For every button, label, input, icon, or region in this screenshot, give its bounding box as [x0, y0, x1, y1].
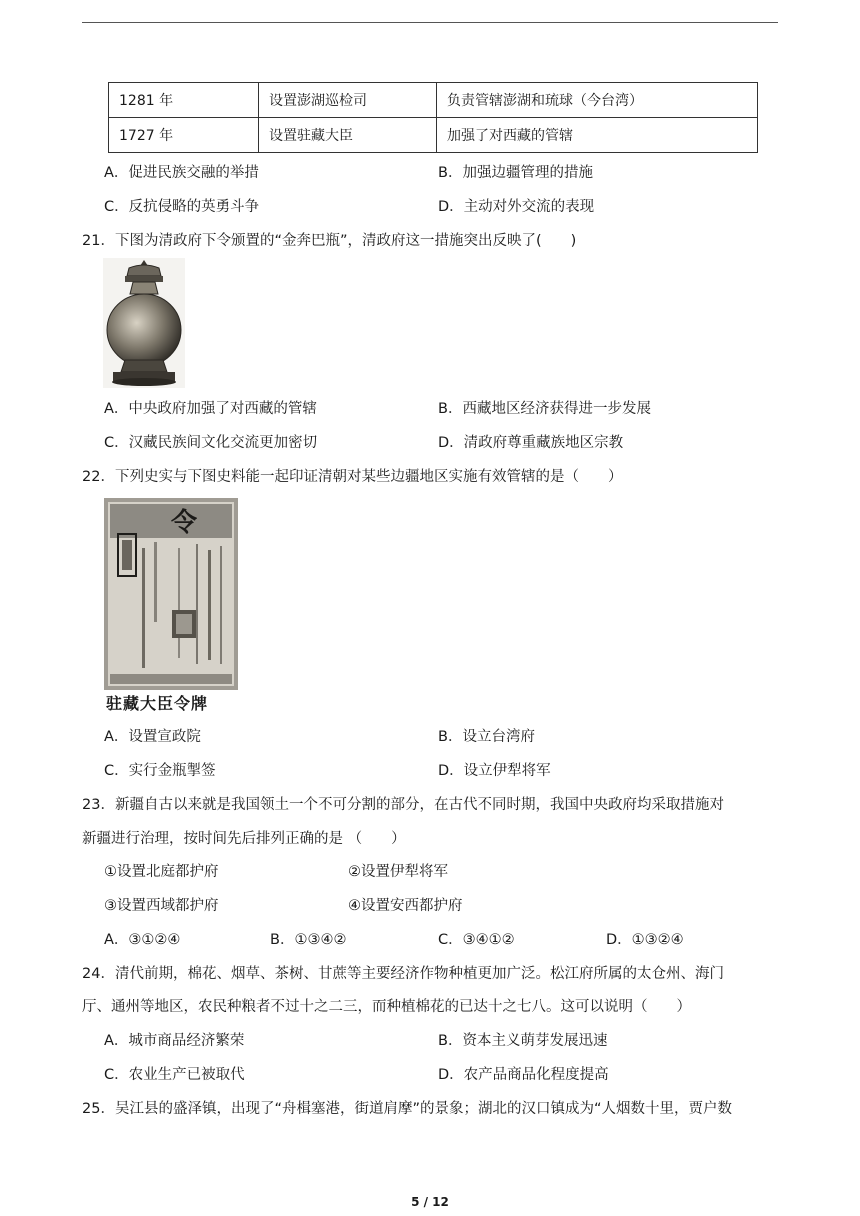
- table-cell: 负责管辖澎湖和琉球（今台湾）: [437, 83, 758, 118]
- q23-item-2: ②设置伊犁将军: [348, 864, 448, 880]
- table-cell: 设置澎湖巡检司: [259, 83, 437, 118]
- q23-option-a[interactable]: A．③①②④: [104, 932, 181, 948]
- table-cell: 1727 年: [109, 118, 259, 153]
- q23-stem-line1: 23．新疆自古以来就是我国领土一个不可分割的部分，在古代不同时期，我国中央政府均采取措施对: [82, 797, 724, 813]
- q21-option-b[interactable]: B．西藏地区经济获得进一步发展: [438, 401, 651, 417]
- q22-option-d[interactable]: D．设立伊犁将军: [438, 763, 551, 779]
- golden-urn-image: [103, 258, 185, 388]
- q23-stem-line2: 新疆进行治理，按时间先后排列正确的是 （ ）: [82, 831, 406, 847]
- q21-option-d[interactable]: D．清政府尊重藏族地区宗教: [438, 435, 624, 451]
- svg-text:令: 令: [170, 508, 198, 538]
- q20-option-a[interactable]: A．促进民族交融的举措: [104, 165, 259, 181]
- q21-option-a[interactable]: A．中央政府加强了对西藏的管辖: [104, 401, 317, 417]
- q24-option-a[interactable]: A．城市商品经济繁荣: [104, 1033, 245, 1049]
- q25-stem-line1: 25．吴江县的盛泽镇，出现了“舟楫塞港，街道肩摩”的景象；湖北的汉口镇成为“人烟数十里，贾户数: [82, 1101, 732, 1117]
- q24-stem-line2: 厅、通州等地区，农民种粮者不过十之二三，而种植棉花的已达十之七八。这可以说明（ ）: [82, 999, 691, 1015]
- q21-option-c[interactable]: C．汉藏民族间文化交流更加密切: [104, 435, 318, 451]
- q20-option-c[interactable]: C．反抗侵略的英勇斗争: [104, 199, 260, 215]
- q23-option-c[interactable]: C．③④①②: [438, 932, 515, 948]
- q23-option-b[interactable]: B．①③④②: [270, 932, 347, 948]
- page-number: 5 / 12: [411, 1195, 449, 1209]
- table-cell: 设置驻藏大臣: [259, 118, 437, 153]
- q20-option-b[interactable]: B．加强边疆管理的措施: [438, 165, 593, 181]
- q23-item-1: ①设置北庭都护府: [104, 864, 219, 880]
- history-table: [108, 82, 758, 153]
- q24-option-b[interactable]: B．资本主义萌芽发展迅速: [438, 1033, 608, 1049]
- q20-option-d[interactable]: D．主动对外交流的表现: [438, 199, 595, 215]
- table-cell: 加强了对西藏的管辖: [437, 118, 758, 153]
- table-row: [109, 83, 758, 118]
- amban-order-image: [104, 498, 238, 690]
- q22-option-a[interactable]: A．设置宣政院: [104, 729, 201, 745]
- q24-stem-line1: 24．清代前期，棉花、烟草、茶树、甘蔗等主要经济作物种植更加广泛。松江府所属的太仓州、海门: [82, 966, 724, 982]
- q23-option-d[interactable]: D．①③②④: [606, 932, 684, 948]
- q24-option-d[interactable]: D．农产品商品化程度提高: [438, 1067, 609, 1083]
- q23-item-4: ④设置安西都护府: [348, 898, 463, 914]
- table-row: [109, 118, 758, 153]
- header-rule: [82, 22, 778, 23]
- q22-option-b[interactable]: B．设立台湾府: [438, 729, 535, 745]
- image-caption: 驻藏大臣令牌: [106, 694, 209, 713]
- q23-item-3: ③设置西域都护府: [104, 898, 219, 914]
- table-cell: 1281 年: [109, 83, 259, 118]
- q22-option-c[interactable]: C．实行金瓶掣签: [104, 763, 216, 779]
- q21-stem: 21．下图为清政府下令颁置的“金奔巴瓶”，清政府这一措施突出反映了( ): [82, 233, 577, 249]
- q22-stem: 22．下列史实与下图史料能一起印证清朝对某些边疆地区实施有效管辖的是（ ）: [82, 469, 623, 485]
- q24-option-c[interactable]: C．农业生产已被取代: [104, 1067, 245, 1083]
